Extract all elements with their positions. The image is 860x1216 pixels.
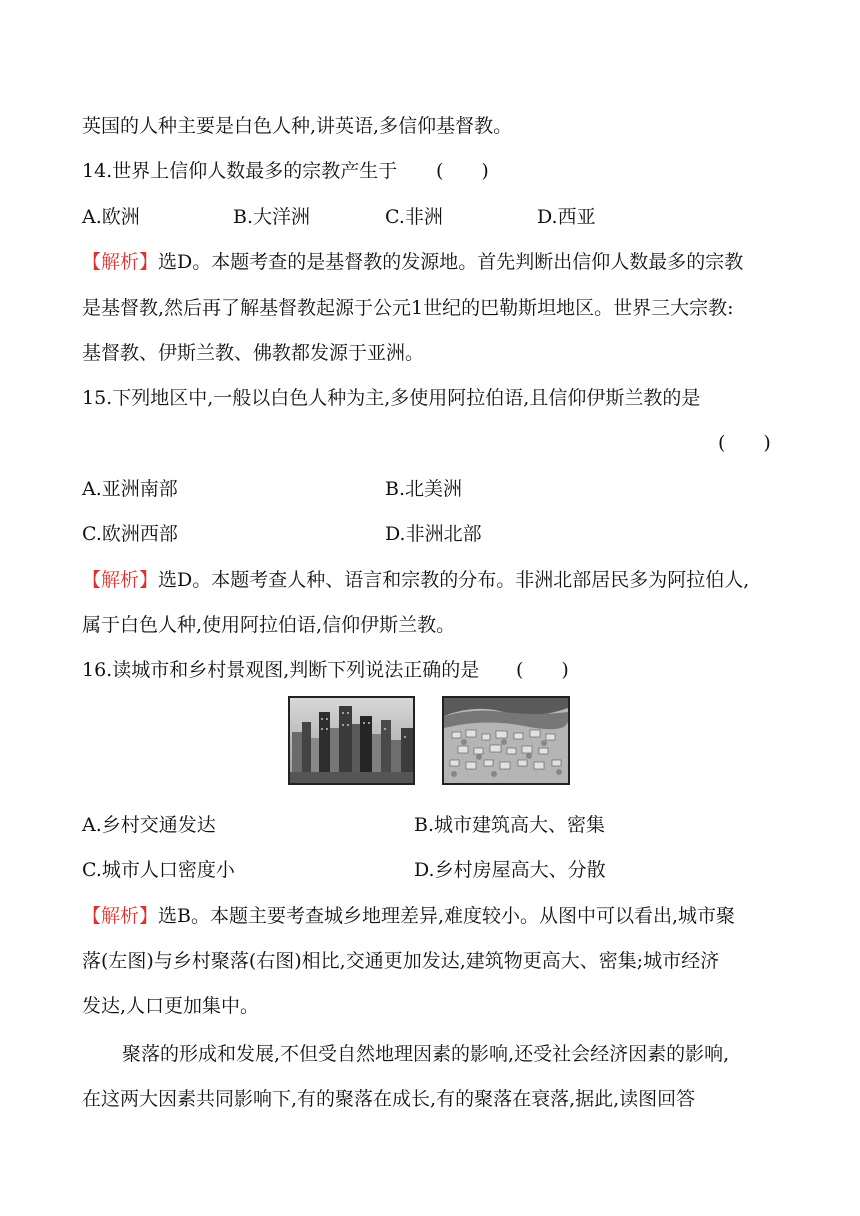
- q14-stem: 14.世界上信仰人数最多的宗教产生于: [82, 160, 398, 182]
- q16-stem: 16.读城市和乡村景观图,判断下列说法正确的是: [82, 659, 480, 681]
- q14-option-c: C.非洲: [385, 206, 443, 228]
- q15-answer-paren: ( ): [718, 432, 771, 454]
- village-landscape-photo: [442, 696, 570, 785]
- q14-analysis-line-2: 是基督教,然后再了解基督教起源于公元1世纪的巴勒斯坦地区。世界三大宗教:: [82, 297, 734, 319]
- q16-option-a: A.乡村交通发达: [82, 814, 216, 836]
- q16-option-d: D.乡村房屋高大、分散: [414, 859, 606, 881]
- q15-option-d: D.非洲北部: [385, 523, 482, 545]
- q15-option-c: C.欧洲西部: [82, 523, 178, 545]
- q14-option-a: A.欧洲: [82, 206, 140, 228]
- q14-option-d: D.西亚: [537, 206, 596, 228]
- analysis-tag: 【解析】: [82, 569, 159, 591]
- q16-option-b: B.城市建筑高大、密集: [414, 814, 606, 836]
- village-image: [444, 698, 568, 783]
- q16-analysis-line-2: 落(左图)与乡村聚落(右图)相比,交通更加发达,建筑物更高大、密集;城市经济: [82, 950, 720, 972]
- q15-analysis-line-1: 【解析】选D。本题考查人种、语言和宗教的分布。非洲北部居民多为阿拉伯人,: [82, 569, 750, 591]
- q16-analysis-line-1: 【解析】选B。本题主要考查城乡地理差异,难度较小。从图中可以看出,城市聚: [82, 905, 736, 927]
- q16-analysis-line-3: 发达,人口更加集中。: [82, 995, 260, 1017]
- q15-stem: 15.下列地区中,一般以白色人种为主,多使用阿拉伯语,且信仰伊斯兰教的是: [82, 387, 701, 409]
- analysis-tag: 【解析】: [82, 905, 159, 927]
- q16-option-c: C.城市人口密度小: [82, 859, 235, 881]
- q14-option-b: B.大洋洲: [233, 206, 311, 228]
- q15-option-a: A.亚洲南部: [82, 478, 178, 500]
- city-landscape-photo: [288, 696, 415, 785]
- q14-analysis-line-3: 基督教、伊斯兰教、佛教都发源于亚洲。: [82, 342, 425, 364]
- passage-line-2: 在这两大因素共同影响下,有的聚落在成长,有的聚落在衰落,据此,读图回答: [82, 1088, 696, 1110]
- analysis-tag: 【解析】: [82, 251, 159, 273]
- intro-line: 英国的人种主要是白色人种,讲英语,多信仰基督教。: [82, 115, 513, 137]
- q15-option-b: B.北美洲: [385, 478, 463, 500]
- q15-analysis-line-2: 属于白色人种,使用阿拉伯语,信仰伊斯兰教。: [82, 614, 456, 636]
- city-skyline-image: [290, 698, 413, 783]
- q14-answer-paren: ( ): [436, 160, 489, 182]
- q14-analysis-line-1: 【解析】选D。本题考查的是基督教的发源地。首先判断出信仰人数最多的宗教: [82, 251, 744, 273]
- passage-line-1: 聚落的形成和发展,不但受自然地理因素的影响,还受社会经济因素的影响,: [122, 1043, 730, 1065]
- q16-answer-paren: ( ): [516, 659, 569, 681]
